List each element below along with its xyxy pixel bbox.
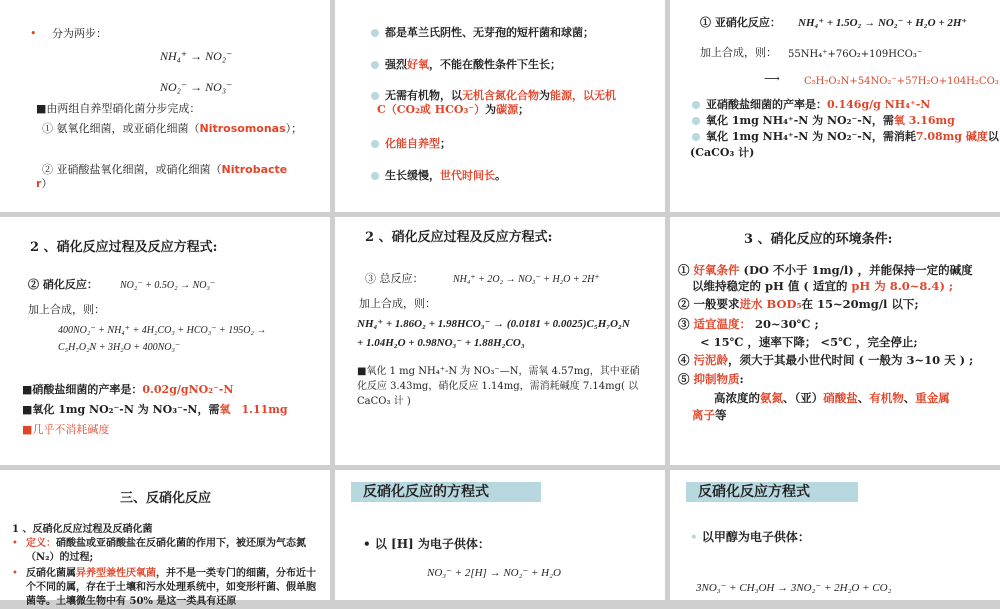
synthesis-eq-2: C₅H₇O₂N+54NO₂⁻+57H₂O+104H₂CO₃ xyxy=(804,76,999,87)
bullet-1: 都是革兰氏阴性、无芽孢的短杆菌和球菌； xyxy=(371,26,594,40)
bullet-2: 强烈好氧，不能在酸性条件下生长； xyxy=(371,58,561,72)
slide-4 xyxy=(0,217,330,465)
definition-text: 定义：硝酸盐或亚硝酸盐在反硝化菌的作用下，被还原为气态氮（N₂）的过程; xyxy=(26,538,306,563)
alkalinity-line: ■几乎不消耗碱度 xyxy=(22,423,110,436)
oxygen-bullet: 氧化 1mg NH₄⁺-N 为 NO₂⁻-N，需氧 3.16mg xyxy=(692,114,955,128)
condition-1-cont: 以维持稳定的 pH 值 ( 适宜的 pH 为 8.0~8.4) ; xyxy=(692,279,954,293)
synthesis-eq-2: + 1.04H₂O + 0.98NO₃⁻ + 1.88H₂CO₃ xyxy=(357,337,525,349)
bullet-dot-icon: • xyxy=(690,530,702,544)
condition-1: ① 好氧条件 (DO 不小于 1mg/l) ，并能保持一定的碱度 xyxy=(678,263,973,277)
bullet-dot: • xyxy=(12,538,18,549)
bullet-3-cont: C（CO₂或 HCO₃⁻）为碳源； xyxy=(377,103,530,116)
condition-5: ⑤ 抑制物质: xyxy=(678,372,744,386)
bullet-3: 无需有机物，以无机含氮化合物为能源，以无机 xyxy=(371,89,616,103)
line-2: ① 氨氧化细菌，或亚硝化细菌（Nitrosomonas）； xyxy=(42,122,303,135)
bullet-dot-icon xyxy=(371,29,379,37)
methanol-eq: 3NO₃⁻ + CH₃OH → 3NO₂⁻ + 2H₂O + CO₂ xyxy=(696,582,892,594)
slide-9 xyxy=(670,470,1000,600)
equation-2: NO₂⁻ → NO₃⁻ xyxy=(160,80,233,94)
slide-8 xyxy=(335,470,665,600)
total-reaction-eq: NH₄⁺ + 2O₂ → NO₃⁻ + H₂O + 2H⁺ xyxy=(453,274,600,285)
bullet-dot: • xyxy=(30,27,37,40)
synthesis-eq-2: C₅H₇O₂N + 3H₂O + 400NO₃⁻ xyxy=(58,342,181,353)
synthesis-label: 加上合成，则： xyxy=(359,297,436,310)
bullet-dot-icon: • xyxy=(363,537,375,551)
alkalinity-bullet: 氧化 1mg NH₄⁺-N 为 NO₂⁻-N，需消耗7.08mg 碱度以 xyxy=(692,130,999,144)
bullet-dot-icon xyxy=(371,172,379,180)
bullet-dot-icon xyxy=(371,92,379,100)
bullet-dot-icon xyxy=(371,61,379,69)
synthesis-eq-1: 55NH₄⁺+76O₂+109HCO₃⁻ xyxy=(788,49,923,60)
slide-title-box: 反硝化反应的方程式 xyxy=(351,482,541,502)
slide-2 xyxy=(335,0,665,212)
condition-4: ④ 污泥龄，须大于其最小世代时间 ( 一般为 3~10 天 ) ; xyxy=(678,353,974,367)
synthesis-eq-1: NH₄⁺ + 1.86O₂ + 1.98HCO₃⁻ → (0.0181 + 0.0025)C₅H₇O₂N xyxy=(357,318,630,330)
bullet-dot-icon xyxy=(692,101,700,109)
section-title: 3 、硝化反应的环境条件: xyxy=(744,232,893,247)
intro-text: 分为两步： xyxy=(52,27,107,40)
synthesis-label: 加上合成，则： xyxy=(700,46,777,59)
line-1: ■由两组自养型硝化菌分步完成： xyxy=(36,102,201,115)
alkalinity-unit: (CaCO₃ 计) xyxy=(690,146,755,159)
nitrification-label: ② 硝化反应： xyxy=(28,278,98,291)
nitrite-reaction-eq: NH₄⁺ + 1.5O₂ → NO₂⁻ + H₂O + 2H⁺ xyxy=(798,17,968,29)
bullet-dot-icon xyxy=(692,133,700,141)
yield-bullet: 亚硝酸盐细菌的产率是：0.146g/g NH₄⁺-N xyxy=(692,98,930,112)
subtitle: 1 、反硝化反应过程及反硝化菌 xyxy=(12,524,153,535)
slide-7 xyxy=(0,470,330,607)
total-reaction-label: ③ 总反应： xyxy=(365,272,424,285)
oxygen-note: ■氧化 1 mg NH₄⁺-N 为 NO₃⁻—N，需氧 4.57mg，其中亚硝化反应 3.43mg，硝化反应 1.14mg，需消耗碱度 7.14mg( 以 CaCO₃ 计 ) xyxy=(357,366,640,407)
bullet-4: 化能自养型； xyxy=(371,137,451,151)
slide-5 xyxy=(335,217,665,465)
bullet-dot-icon xyxy=(692,117,700,125)
condition-3: ③ 适宜温度： 20~30℃ ; xyxy=(678,317,819,331)
oxygen-line: ■氧化 1mg NO₂⁻-N 为 NO₃⁻-N，需氧 1.11mg xyxy=(22,403,288,416)
electron-donor-bullet: • 以 [H] 为电子供体： xyxy=(363,537,490,551)
electron-donor-bullet: • 以甲醇为电子供体： xyxy=(690,530,810,544)
yield-line: ■硝酸盐细菌的产率是：0.02g/gNO₂⁻-N xyxy=(22,383,234,396)
condition-5-cont-2: 离子等 xyxy=(692,408,727,422)
condition-5-cont: 高浓度的氨氮、（亚）硝酸盐、有机物、重金属 xyxy=(714,391,950,405)
synthesis-eq-1: 400NO₂⁻ + NH₄⁺ + 4H₂CO₃ + HCO₃⁻ + 195O₂ → xyxy=(58,325,267,336)
line-3-cont: r） xyxy=(36,177,53,190)
bullet-5: 生长缓慢，世代时间长。 xyxy=(371,169,506,183)
condition-3-cont: < 15℃ ，速率下降； <5℃ ，完全停止; xyxy=(700,335,918,349)
slide-1 xyxy=(0,0,330,212)
slide-3 xyxy=(670,0,1000,212)
section-title: 三、反硝化反应 xyxy=(120,491,212,506)
condition-2: ② 一般要求进水 BOD₅在 15~20mg/l 以下; xyxy=(678,297,919,311)
slide-title-box: 反硝化反应方程式 xyxy=(686,482,858,502)
section-title: 2 、硝化反应过程及反应方程式: xyxy=(365,230,553,245)
synthesis-label: 加上合成，则： xyxy=(28,303,105,316)
arrow-icon: ⟶ xyxy=(764,72,780,85)
denitrification-eq: NO₃⁻ + 2[H] → NO₂⁻ + H₂O xyxy=(427,567,561,579)
line-3: ② 亚硝酸盐氧化细菌，或硝化细菌（Nitrobacte xyxy=(42,163,288,176)
nitrite-reaction-label: ① 亚硝化反应： xyxy=(700,16,781,29)
denitrifier-text: 反硝化菌属异养型兼性厌氧菌，并不是一类专门的细菌，分布近十个不同的属，存在于土壤和污水处理系统中，如变形杆菌、假单胞菌等。土壤微生物中有 50% 是这一类具有还原 xyxy=(26,568,316,607)
section-title: 2 、硝化反应过程及反应方程式: xyxy=(30,240,218,255)
bullet-dot-icon xyxy=(371,140,379,148)
nitrification-eq: NO₂⁻ + 0.5O₂ → NO₃⁻ xyxy=(120,280,216,291)
slide-6 xyxy=(670,217,1000,465)
equation-1: NH₄⁺ → NO₂⁻ xyxy=(160,49,233,63)
bullet-dot: • xyxy=(12,568,18,579)
